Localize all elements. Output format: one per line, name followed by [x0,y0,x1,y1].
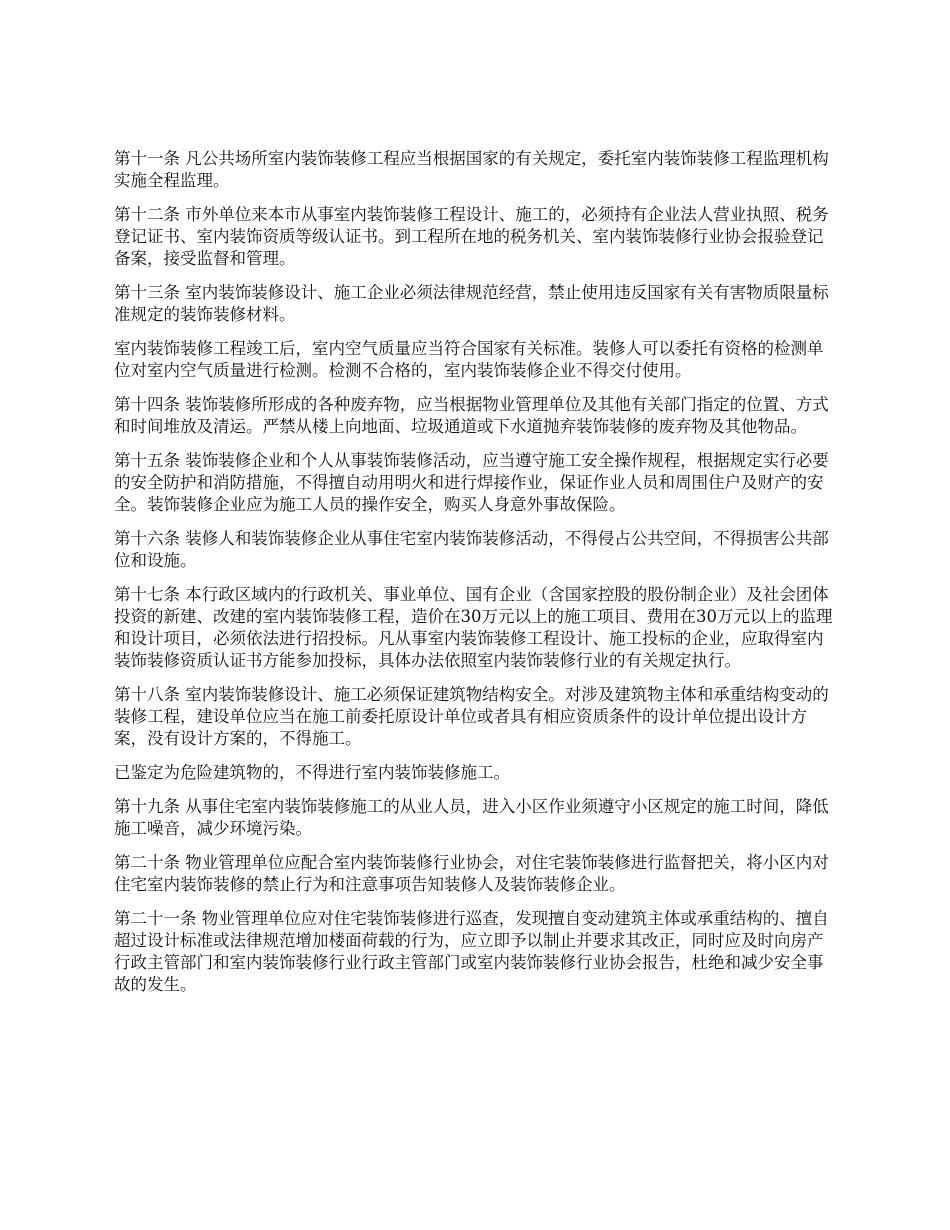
paragraph-article-21: 第二十一条 物业管理单位应对住宅装饰装修进行巡查，发现擅自变动建筑主体或承重结构的、擅自超过设计标准或法律规范增加楼面荷载的行为，应立即予以制止并要求其改正，同时应及时向房产行政主管部门和室内装饰装修行业行政主管部门或室内装饰装修行业协会报告，杜绝和减少安全事故的发生。 [114,909,829,994]
paragraph-article-14: 第十四条 装饰装修所形成的各种废弃物，应当根据物业管理单位及其他有关部门指定的位置、方式和时间堆放及清运。严禁从楼上向地面、垃圾通道或下水道抛弃装饰装修的废弃物及其他物品。 [114,395,829,436]
paragraph-article-13-cont: 室内装饰装修工程竣工后，室内空气质量应当符合国家有关标准。装修人可以委托有资格的检测单位对室内空气质量进行检测。检测不合格的，室内装饰装修企业不得交付使用。 [114,339,824,380]
paragraph-article-16: 第十六条 装修人和装饰装修企业从事住宅室内装饰装修活动，不得侵占公共空间，不得损害公共部位和设施。 [114,529,829,570]
paragraph-article-19: 第十九条 从事住宅室内装饰装修施工的从业人员，进入小区作业须遵守小区规定的施工时间，降低施工噪音，减少环境污染。 [114,797,829,838]
paragraph-article-17: 第十七条 本行政区域内的行政机关、事业单位、国有企业（含国家控股的股份制企业）及社会团体投资的新建、改建的室内装饰装修工程，造价在30万元以上的施工项目、费用在30万元以上的监理和设计项目，必须依法进行招投标。凡从事室内装饰装修工程设计、施工投标的企业，应取得室内装饰装修资质认证书方能参加投标，具体办法依照室内装饰装修行业的有关规定执行。 [114,585,833,670]
paragraph-article-11: 第十一条 凡公共场所室内装饰装修工程应当根据国家的有关规定，委托室内装饰装修工程监理机构实施全程监理。 [114,149,829,190]
paragraph-article-15: 第十五条 装饰装修企业和个人从事装饰装修活动，应当遵守施工安全操作规程，根据规定实行必要的安全防护和消防措施，不得擅自动用明火和进行焊接作业，保证作业人员和周围住户及财产的安全。装饰装修企业应为施工人员的操作安全，购买人身意外事故保险。 [114,451,829,514]
paragraph-article-18-cont: 已鉴定为危险建筑物的，不得进行室内装饰装修施工。 [114,763,510,782]
paragraph-article-13: 第十三条 室内装饰装修设计、施工企业必须法律规范经营，禁止使用违反国家有关有害物质限量标准规定的装饰装修材料。 [114,283,829,324]
document-body [114,148,838,1008]
paragraph-article-12: 第十二条 市外单位来本市从事室内装饰装修工程设计、施工的，必须持有企业法人营业执照、税务登记证书、室内装饰资质等级认证书。到工程所在地的税务机关、室内装饰装修行业协会报验登记备案，接受监督和管理。 [114,205,829,268]
paragraph-article-18: 第十八条 室内装饰装修设计、施工必须保证建筑物结构安全。对涉及建筑物主体和承重结构变动的装修工程，建设单位应当在施工前委托原设计单位或者具有相应资质条件的设计单位提出设计方案，没有设计方案的，不得施工。 [114,685,829,748]
paragraph-article-20: 第二十条 物业管理单位应配合室内装饰装修行业协会，对住宅装饰装修进行监督把关，将小区内对住宅室内装饰装修的禁止行为和注意事项告知装修人及装饰装修企业。 [114,853,829,894]
